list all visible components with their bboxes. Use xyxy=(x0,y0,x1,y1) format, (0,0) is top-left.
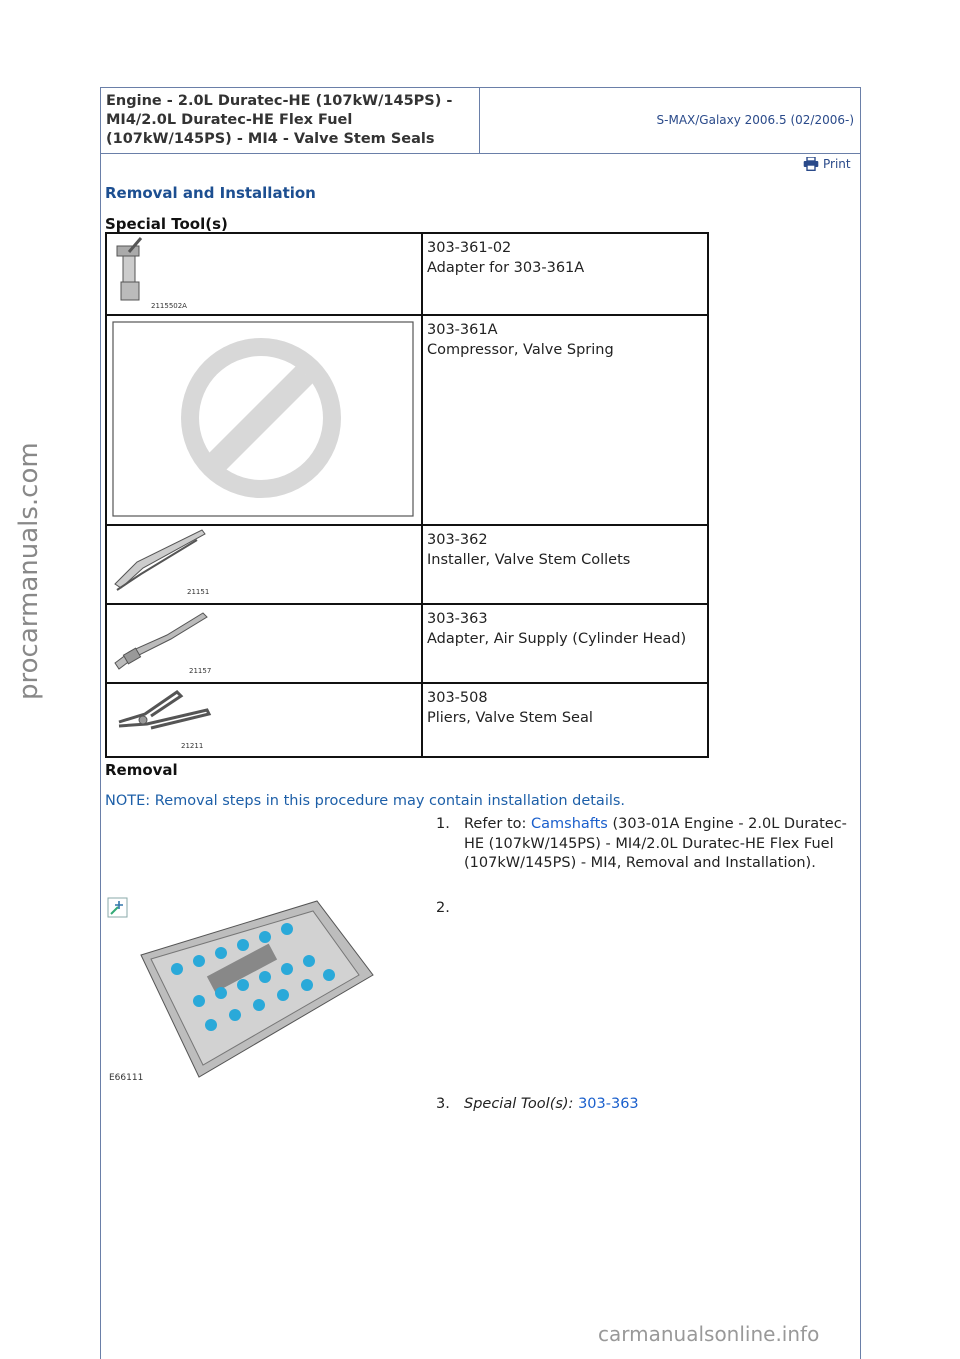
camshafts-link[interactable]: Camshafts xyxy=(531,816,608,832)
printer-icon xyxy=(803,157,819,171)
tool-row xyxy=(106,315,708,525)
tool-name: Adapter for 303-361A xyxy=(427,260,585,276)
tool-name: Adapter, Air Supply (Cylinder Head) xyxy=(427,631,687,647)
step-prefix: Special Tool(s): xyxy=(464,1096,579,1112)
tool-name: Installer, Valve Stem Collets xyxy=(427,552,631,568)
tool-code: 303-363 xyxy=(427,611,488,627)
figure-caption: E66111 xyxy=(109,1073,144,1083)
tool-description xyxy=(422,604,708,683)
step-text xyxy=(464,815,856,874)
tool-image-cell xyxy=(106,233,422,315)
magnify-icon[interactable] xyxy=(108,898,127,917)
special-tools-title: Special Tool(s) xyxy=(105,215,228,233)
tool-image-caption: 21211 xyxy=(181,742,204,750)
tool-code: 303-361A xyxy=(427,322,498,338)
step-number: 3. xyxy=(436,1096,450,1112)
tool-code: 303-362 xyxy=(427,532,488,548)
step-prefix: Refer to: xyxy=(464,816,531,832)
tool-image-cell xyxy=(106,604,422,683)
print-label: Print xyxy=(823,157,851,171)
step-2-figure xyxy=(107,897,407,1085)
collet-installer-image xyxy=(107,526,417,599)
step-text xyxy=(464,1095,856,1115)
valve-stem-seal-pliers-image xyxy=(107,684,417,752)
tool-image-caption: 21157 xyxy=(189,667,212,675)
tool-row xyxy=(106,683,708,757)
model-text: S-MAX/Galaxy 2006.5 (02/2006-) xyxy=(656,113,854,127)
tool-row xyxy=(106,604,708,683)
header xyxy=(100,87,860,154)
tool-code: 303-508 xyxy=(427,690,488,706)
tool-row xyxy=(106,233,708,315)
removal-note: NOTE: Removal steps in this procedure may contain installation details. xyxy=(105,793,626,809)
cylinder-head-image xyxy=(107,897,407,1085)
section-title: Removal and Installation xyxy=(105,184,316,202)
tool-image-cell xyxy=(106,315,422,525)
tool-name: Pliers, Valve Stem Seal xyxy=(427,710,593,726)
tool-image-caption: 21151 xyxy=(187,588,210,596)
tool-303-363-link[interactable]: 303-363 xyxy=(578,1096,639,1112)
model-label xyxy=(480,87,858,153)
tool-description xyxy=(422,233,708,315)
step-number: 1. xyxy=(436,816,450,832)
watermark-left: procarmanuals.com xyxy=(14,442,44,700)
removal-title: Removal xyxy=(105,761,178,779)
step-reference: (303-01A Engine - 2.0L Duratec-HE (107kW/145PS) - MI4/2.0L Duratec-HE Flex Fuel (107kW/145PS) - MI4, Removal and Installation). xyxy=(464,816,847,871)
valve-spring-adapter-image xyxy=(107,234,417,310)
tool-description xyxy=(422,525,708,604)
tool-image-cell xyxy=(106,683,422,757)
step-number: 2. xyxy=(436,900,450,916)
tool-code: 303-361-02 xyxy=(427,240,512,256)
page-title: Engine - 2.0L Duratec-HE (107kW/145PS) - MI4/2.0L Duratec-HE Flex Fuel (107kW/145PS) - MI4 - Valve Stem Seals xyxy=(106,93,453,147)
tool-name: Compressor, Valve Spring xyxy=(427,342,614,358)
tool-row xyxy=(106,525,708,604)
tool-image-cell xyxy=(106,525,422,604)
tool-description xyxy=(422,683,708,757)
tool-image-caption: 2115502A xyxy=(151,302,187,310)
image-unavailable-icon xyxy=(107,316,417,520)
tool-description xyxy=(422,315,708,525)
special-tools-table xyxy=(105,232,709,758)
watermark-bottom: carmanualsonline.info xyxy=(598,1322,820,1346)
air-supply-adapter-image xyxy=(107,605,417,678)
print-button[interactable] xyxy=(803,157,851,171)
